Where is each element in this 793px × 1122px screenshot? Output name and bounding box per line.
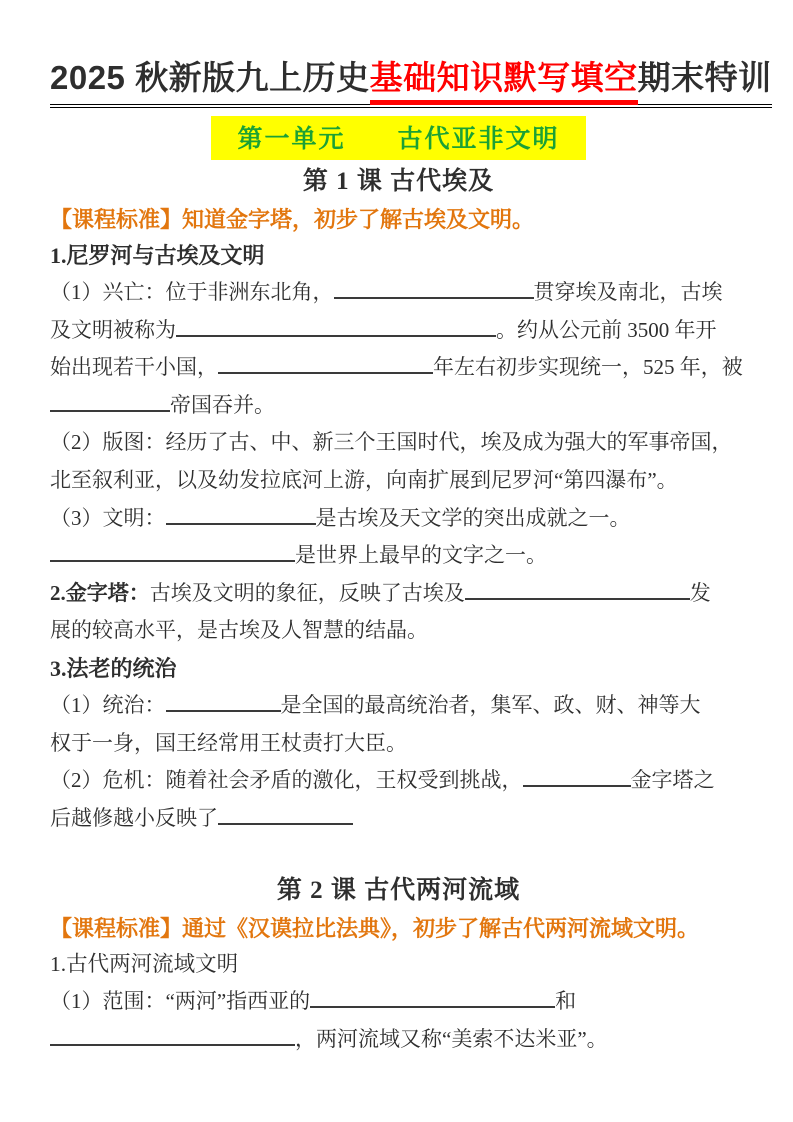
text-segment: 是古埃及天文学的突出成就之一。 bbox=[315, 505, 631, 530]
lesson-2 bbox=[50, 873, 747, 1058]
text-line bbox=[50, 725, 747, 763]
text-segment: 北至叙利亚，以及幼发拉底河上游，向南扩展到尼罗河“第四瀑布”。 bbox=[50, 467, 678, 492]
text-line bbox=[50, 274, 747, 312]
text-segment: 金字塔之 bbox=[630, 768, 715, 793]
text-segment: 古埃及文明的象征，反映了古埃及 bbox=[149, 580, 465, 605]
text-segment: ，两河流域又称“美索不达米亚”。 bbox=[295, 1026, 608, 1051]
text-line bbox=[50, 612, 747, 650]
unit-label: 第一单元 bbox=[237, 126, 346, 153]
text-segment: （2）版图：经历了古、中、新三个王国时代，埃及成为强大的军事帝国， bbox=[50, 430, 733, 455]
text-segment: 权于一身，国王经常用王杖责打大臣。 bbox=[50, 730, 407, 755]
unit-banner bbox=[211, 116, 585, 160]
text-segment: 年左右初步实现统一，525 年，被 bbox=[433, 355, 743, 380]
blank-field bbox=[218, 351, 433, 374]
unit-name: 古代亚非文明 bbox=[397, 126, 560, 153]
text-line bbox=[50, 800, 747, 838]
text-segment: 及文明被称为 bbox=[50, 317, 176, 342]
course-standard: 【课程标准】通过《汉谟拉比法典》，初步了解古代两河流域文明。 bbox=[50, 916, 700, 942]
section-heading: 3.法老的统治 bbox=[50, 655, 177, 681]
text-line bbox=[50, 1021, 747, 1059]
text-line bbox=[50, 762, 747, 800]
title-row bbox=[50, 52, 772, 108]
blank-field bbox=[166, 501, 316, 524]
text-line bbox=[50, 312, 747, 350]
text-line bbox=[50, 387, 747, 425]
lesson-title: 第 1 课 古代埃及 bbox=[302, 168, 495, 195]
text-segment: 始出现若干小国， bbox=[50, 355, 218, 380]
text-segment: 贯穿埃及南北，古埃 bbox=[533, 280, 723, 304]
blank-field bbox=[176, 313, 496, 336]
text-line bbox=[50, 983, 747, 1021]
section-heading: 1.尼罗河与古埃及文明 bbox=[50, 243, 265, 268]
lessons bbox=[50, 164, 747, 1059]
lesson-1 bbox=[50, 164, 747, 837]
text-line bbox=[50, 424, 747, 462]
blank-field bbox=[334, 276, 534, 299]
lesson-title: 第 2 课 古代两河流域 bbox=[276, 877, 521, 905]
text-line bbox=[50, 349, 747, 387]
blank-field bbox=[310, 985, 555, 1008]
text-line bbox=[50, 537, 747, 575]
text-segment: 是世界上最早的文字之一。 bbox=[295, 543, 547, 568]
section-heading: 1.古代两河流域文明 bbox=[50, 952, 239, 977]
text-segment: （1）统治： bbox=[50, 692, 166, 717]
text-segment: 和 bbox=[555, 989, 577, 1014]
text-segment: 帝国吞并。 bbox=[170, 392, 275, 417]
text-line bbox=[50, 462, 747, 500]
page-title bbox=[50, 52, 772, 108]
text-segment: （1）兴亡：位于非洲东北角， bbox=[50, 280, 334, 304]
blank-field bbox=[50, 539, 295, 562]
text-segment: （3）文明： bbox=[50, 505, 166, 530]
blank-field bbox=[523, 764, 631, 787]
text-segment: （1）范围：“两河”指西亚的 bbox=[50, 989, 311, 1014]
text-segment: 发 bbox=[689, 580, 711, 605]
text-segment: 2.金字塔： bbox=[50, 580, 150, 605]
unit-banner-row bbox=[50, 116, 747, 160]
text-line bbox=[50, 500, 747, 538]
blank-field bbox=[465, 576, 690, 599]
text-line bbox=[50, 687, 747, 725]
text-segment: 。约从公元前 3500 年开 bbox=[496, 317, 717, 342]
title-highlight: 基础知识默写填空 bbox=[370, 52, 638, 105]
title-prefix: 2025 秋新版九上历史 bbox=[50, 59, 370, 96]
text-segment: 后越修越小反映了 bbox=[50, 805, 218, 830]
text-line bbox=[50, 575, 747, 613]
blank-field bbox=[166, 689, 281, 712]
blank-field bbox=[50, 1023, 295, 1046]
blank-field bbox=[218, 801, 353, 824]
title-suffix: 期末特训 bbox=[637, 59, 772, 96]
blank-field bbox=[50, 388, 170, 411]
text-segment: 是全国的最高统治者，集军、政、财、神等大 bbox=[280, 692, 701, 717]
course-standard: 【课程标准】知道金字塔，初步了解古埃及文明。 bbox=[50, 207, 535, 232]
text-segment: 展的较高水平，是古埃及人智慧的结晶。 bbox=[50, 618, 428, 643]
text-segment: （2）危机：随着社会矛盾的激化，王权受到挑战， bbox=[50, 768, 523, 793]
